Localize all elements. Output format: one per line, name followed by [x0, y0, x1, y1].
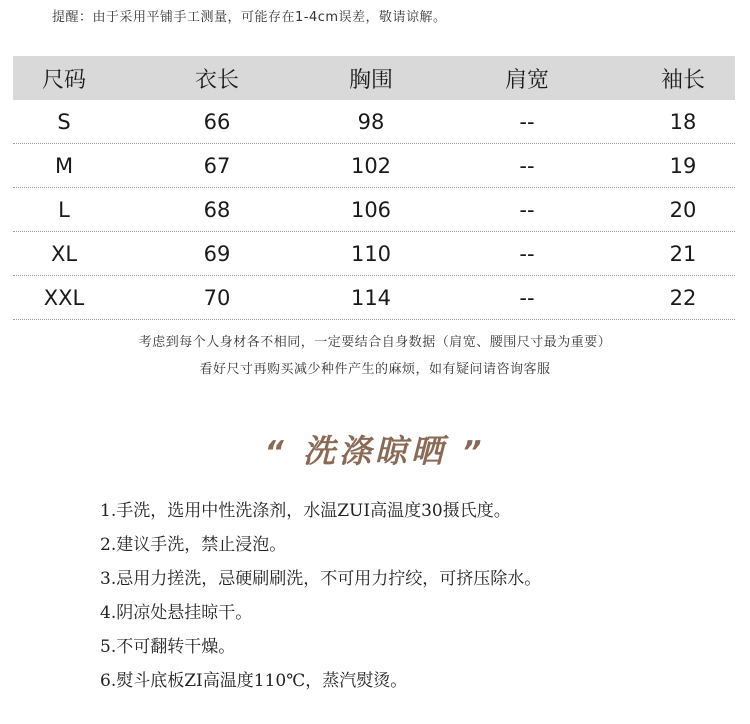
list-item: 1.手洗，选用中性洗涤剂，水温ZUI高温度30摄氏度。	[100, 501, 511, 521]
wash-instructions-list	[100, 494, 541, 698]
header-length: 衣长	[194, 67, 239, 93]
header-sleeve: 袖长	[660, 67, 705, 93]
close-quote-mark: ”	[462, 435, 486, 470]
header-chest: 胸围	[348, 67, 393, 93]
table-row	[13, 276, 735, 320]
table-row	[13, 188, 735, 232]
cell-sleeve: 21	[669, 241, 697, 266]
list-item: 5.不可翻转干燥。	[100, 637, 236, 657]
cell-length: 66	[203, 109, 231, 134]
cell-sleeve: 22	[669, 285, 697, 310]
cell-size: M	[54, 153, 74, 178]
list-item: 2.建议手洗，禁止浸泡。	[100, 535, 287, 555]
cell-size: S	[57, 109, 71, 134]
header-shoulder: 肩宽	[504, 67, 549, 93]
cell-size: XXL	[43, 285, 85, 310]
size-table-header	[13, 56, 735, 100]
cell-sleeve: 19	[669, 153, 697, 178]
table-row	[13, 144, 735, 188]
wash-title-text: 洗涤晾晒	[302, 432, 447, 470]
size-tip-line: 考虑到每个人身材各不相同，一定要结合自身数据（肩宽、腰围尺寸最为重要）	[138, 335, 612, 350]
size-tip-line: 看好尺寸再购买减少种件产生的麻烦，如有疑问请咨询客服	[199, 362, 551, 377]
list-item: 4.阴凉处悬挂晾干。	[100, 603, 253, 623]
cell-shoulder: --	[519, 153, 535, 178]
cell-chest: 102	[350, 153, 392, 178]
cell-size: L	[58, 197, 70, 222]
cell-shoulder: --	[519, 241, 535, 266]
wash-section-title	[0, 426, 750, 472]
list-item: 3.忌用力搓洗，忌硬刷刷洗，不可用力拧绞，可挤压除水。	[100, 569, 542, 589]
cell-chest: 106	[350, 197, 392, 222]
cell-chest: 114	[350, 285, 392, 310]
cell-sleeve: 20	[669, 197, 697, 222]
cell-length: 67	[203, 153, 231, 178]
cell-length: 69	[203, 241, 231, 266]
measurement-notice: 提醒：由于采用平铺手工测量，可能存在1-4cm误差，敬请谅解。	[52, 10, 447, 25]
cell-shoulder: --	[519, 285, 535, 310]
cell-chest: 98	[357, 109, 385, 134]
cell-shoulder: --	[519, 197, 535, 222]
header-size: 尺码	[41, 67, 86, 93]
table-row	[13, 100, 735, 144]
cell-shoulder: --	[519, 109, 535, 134]
list-item: 6.熨斗底板ZI高温度110℃，蒸汽熨烫。	[100, 671, 408, 691]
cell-size: XL	[50, 241, 78, 266]
size-table	[13, 56, 735, 320]
cell-length: 68	[203, 197, 231, 222]
cell-length: 70	[203, 285, 231, 310]
table-row	[13, 232, 735, 276]
cell-sleeve: 18	[669, 109, 697, 134]
cell-chest: 110	[350, 241, 392, 266]
open-quote-mark: “	[264, 435, 288, 470]
